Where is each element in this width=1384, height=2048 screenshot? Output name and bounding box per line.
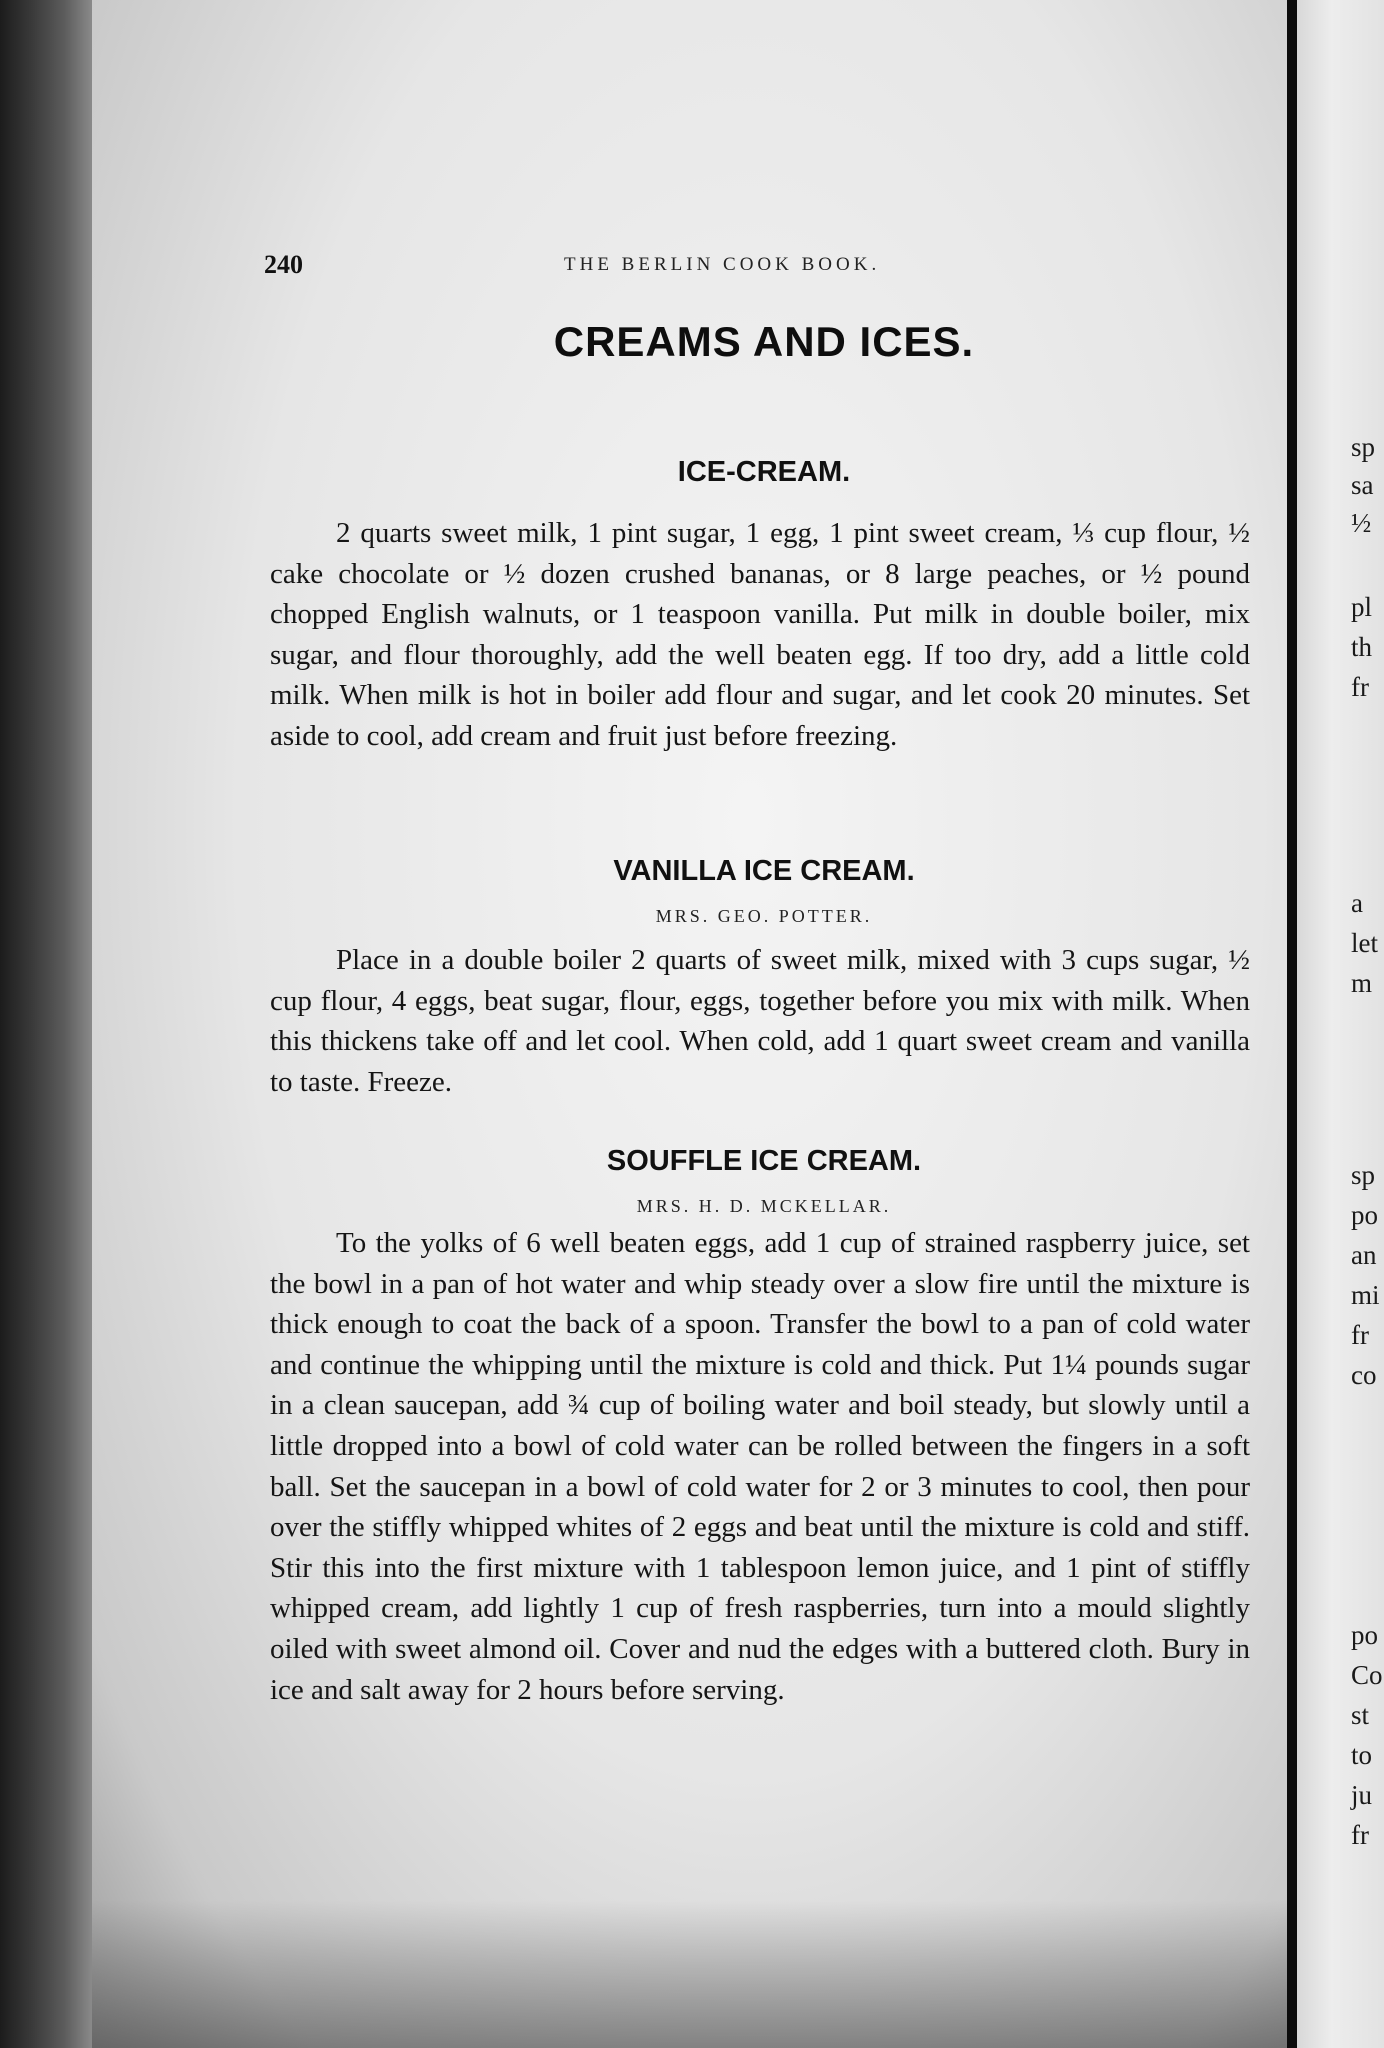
adjacent-page-fragment: Co: [1351, 1660, 1383, 1690]
adjacent-page-fragment: sa: [1351, 470, 1374, 500]
adjacent-page-fragment: sp: [1351, 432, 1376, 462]
adjacent-page-fragment: ½: [1351, 508, 1372, 538]
adjacent-page-fragment: fr: [1351, 1820, 1369, 1850]
recipe-title: ICE-CREAM.: [677, 456, 851, 488]
adjacent-page-fragment: co: [1351, 1360, 1377, 1390]
adjacent-page-fragment: st: [1351, 1700, 1370, 1730]
book-binding: [0, 0, 92, 2048]
chapter-title: CREAMS AND ICES.: [553, 318, 975, 365]
adjacent-page-fragment: let: [1351, 928, 1378, 958]
recipe-body: Place in a double boiler 2 quarts of sweet milk, mixed with 3 cups sugar, ½ cup flour, 4 eggs, beat sugar, flour, eggs, together before you mix with milk. When this thickens take off and let cool. When cold, add 1 quart sweet cream and vanilla to taste. Freeze.: [270, 944, 1250, 1098]
adjacent-page-fragment: sp: [1351, 1160, 1376, 1190]
adjacent-page-fragment: ju: [1351, 1780, 1373, 1810]
running-head: [264, 250, 1264, 290]
adjacent-page-fragment: m: [1351, 968, 1373, 998]
recipe-body: 2 quarts sweet milk, 1 pint sugar, 1 egg, 1 pint sweet cream, ⅓ cup flour, ½ cake chocolate or ½ dozen crushed bananas, or 8 large peaches, or ½ pound chopped English walnuts, or 1 teaspoon vanilla. Put milk in double boiler, mix sugar, and flour thoroughly, add the well beaten egg. If too dry, add a little cold milk. When milk is hot in boiler add flour and sugar, and let cook 20 minutes. Set aside to cool, add cream and fruit just before freezing.: [270, 517, 1250, 752]
adjacent-page-fragment: po: [1351, 1620, 1378, 1650]
adjacent-page-fragment: po: [1351, 1200, 1378, 1230]
recipe-title: VANILLA ICE CREAM.: [613, 855, 915, 887]
adjacent-page-fragment: mi: [1351, 1280, 1380, 1310]
recipe-author: MRS. GEO. POTTER.: [655, 906, 873, 926]
adjacent-page-fragment: th: [1351, 632, 1373, 662]
page-shadow: [92, 1900, 1287, 2048]
page-gutter: [1287, 0, 1297, 2048]
page-number: 240: [264, 250, 303, 279]
adjacent-page-fragment: a: [1351, 888, 1363, 918]
adjacent-page-fragment: pl: [1351, 592, 1373, 622]
adjacent-page: [1297, 0, 1384, 2048]
book-title: THE BERLIN COOK BOOK.: [564, 254, 881, 275]
adjacent-page-fragment: fr: [1351, 1320, 1369, 1350]
adjacent-page-fragment: to: [1351, 1740, 1373, 1770]
recipe-body: To the yolks of 6 well beaten eggs, add 1 cup of strained raspberry juice, set the bowl in a pan of hot water and whip steady over a slow fire until the mixture is thick enough to coat the back of a spoon. Transfer the bowl to a pan of cold water and continue the whipping until the mixture is cold and thick. Put 1¼ pounds sugar in a clean saucepan, add ¾ cup of boiling water and boil steady, but slowly until a little dropped into a bowl of cold water can be rolled between the fingers in a soft ball. Set the saucepan in a bowl of cold water for 2 or 3 minutes to cool, then pour over the stiffly whipped whites of 2 eggs and beat until the mixture is cold and stiff. Stir this into the first mixture with 1 tablespoon lemon juice, and 1 pint of stiffly whipped cream, add lightly 1 cup of fresh raspberries, turn into a mould slightly oiled with sweet almond oil. Cover and nud the edges with a buttered cloth. Bury in ice and salt away for 2 hours before serving.: [270, 1227, 1250, 1706]
recipe-author: MRS. H. D. MCKELLAR.: [636, 1196, 892, 1216]
adjacent-page-fragment: fr: [1351, 672, 1369, 702]
recipe-title: SOUFFLE ICE CREAM.: [606, 1145, 922, 1177]
adjacent-page-fragment: an: [1351, 1240, 1377, 1270]
